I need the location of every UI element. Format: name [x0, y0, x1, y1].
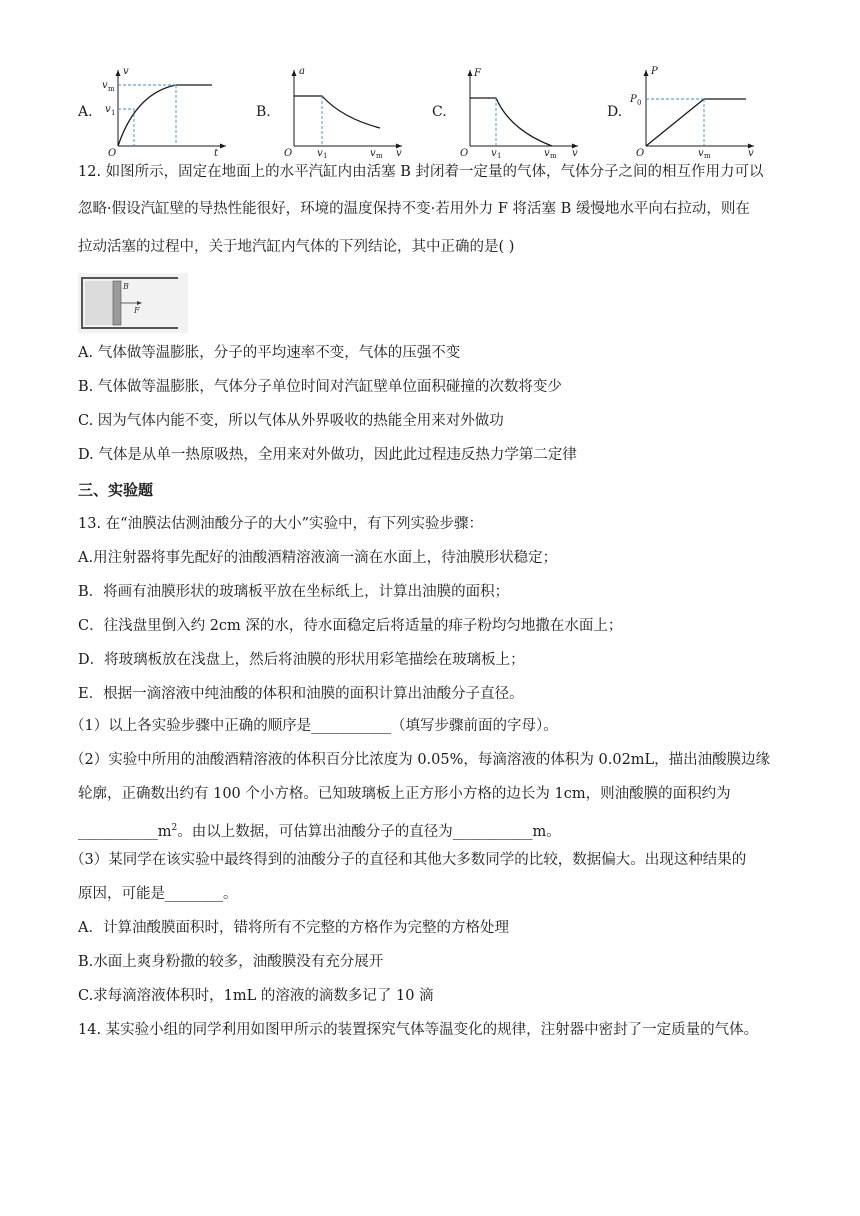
graph-d-vm-sub: m [704, 152, 711, 160]
q13-step-c: C．往浅盘里倒入约 2cm 深的水，待水面稳定后将适量的痱子粉均匀地撒在水面上； [78, 618, 623, 634]
graph-a-v1-sub: 1 [111, 109, 116, 117]
q13-sub3-line2: 原因，可能是________。 [78, 886, 238, 902]
q12-option-d: D. 气体是从单一热原吸热，全用来对外做功，因此此过程违反热力学第二定律 [78, 447, 577, 463]
graph-c-v1-label: v [491, 148, 497, 159]
q13-step-b: B．将画有油膜形状的玻璃板平放在坐标纸上，计算出油膜的面积； [78, 584, 510, 600]
cylinder-figure [78, 273, 188, 333]
graph-c-xlabel: v [572, 148, 578, 159]
q13-blank-area: ___________m [78, 823, 172, 840]
q14-stem: 14. 某实验小组的同学利用如图甲所示的装置探究气体等温变化的规律，注射器中密封了一定质量的气体。 [78, 1022, 759, 1038]
section-title: 三、实验题 [78, 481, 154, 499]
graph-a-xlabel: t [214, 148, 219, 159]
graph-b-v1-label: v [317, 148, 323, 159]
q13-blank-diameter: 。由以上数据，可估算出油酸分子的直径为___________m。 [177, 823, 561, 840]
graph-c-vm-sub: m [550, 152, 557, 160]
option-c-label: C. [432, 104, 447, 120]
q13-sub3-option-a: A．计算油酸膜面积时，错将所有不完整的方格作为完整的方格处理 [78, 920, 509, 936]
graph-d-vm-label: v [698, 148, 704, 159]
piston-b-label: B [123, 282, 129, 291]
q13-sub2-line1: （2）实验中所用的油酸酒精溶液的体积百分比浓度为 0.05%，每滴溶液的体积为 0.02mL，描出油酸膜边缘 [70, 752, 771, 768]
q12-option-b: B. 气体做等温膨胀，气体分子单位时间对汽缸壁单位面积碰撞的次数将变少 [78, 379, 562, 395]
q13-step-d: D．将玻璃板放在浅盘上，然后将油膜的形状用彩笔描绘在玻璃板上； [78, 652, 525, 668]
q13-sub2-line2: 轮廓，正确数出约有 100 个小方格。已知玻璃板上正方形小方格的边长为 1cm，则油酸膜的面积约为 [78, 786, 731, 802]
graph-d-xlabel: v [748, 148, 754, 159]
q12-option-c: C. 因为气体内能不变，所以气体从外界吸收的热能全用来对外做功 [78, 413, 504, 429]
graph-c-ylabel: F [474, 68, 481, 79]
q12-option-a: A. 气体做等温膨胀，分子的平均速率不变，气体的压强不变 [78, 345, 461, 361]
graph-a-v1-label: v [105, 104, 111, 115]
graph-b-vm-label: v [370, 148, 376, 159]
q13-step-e: E．根据一滴溶液中纯油酸的体积和油膜的面积计算出油酸分子直径。 [78, 686, 524, 702]
graph-a-vm-label: v [102, 80, 108, 91]
option-b-label: B. [256, 104, 271, 120]
option-a-label: A. [78, 104, 93, 120]
graph-d [624, 58, 804, 158]
graph-b-origin: O [284, 148, 293, 159]
graph-a [96, 58, 276, 158]
graph-c [448, 58, 628, 158]
graph-b-v1-sub: 1 [323, 152, 328, 160]
graph-d-p0-label: P [630, 94, 637, 105]
force-f-label: F [134, 306, 140, 315]
q13-sub2-line3 [78, 818, 561, 842]
q13-step-a: A.用注射器将事先配好的油酸酒精溶液滴一滴在水面上，待油膜形状稳定； [78, 550, 558, 566]
graph-d-p0-sub: 0 [637, 99, 642, 107]
graph-a-vm-sub: m [108, 85, 115, 93]
q13-sub3-option-c: C.求每滴溶液体积时，1mL 的溶液的滴数多记了 10 滴 [78, 988, 434, 1004]
q13-area-exponent: 2 [171, 823, 178, 833]
graph-b-vm-sub: m [376, 152, 383, 160]
q12-stem-line3: 拉动活塞的过程中，关于地汽缸内气体的下列结论，其中正确的是( ) [78, 239, 515, 255]
q13-stem: 13. 在“油膜法估测油酸分子的大小”实验中，有下列实验步骤： [78, 516, 483, 532]
q13-sub3-line1: （3）某同学在该实验中最终得到的油酸分子的直径和其他大多数同学的比较，数据偏大。出现这种结果的 [70, 852, 747, 868]
option-d-label: D. [607, 104, 623, 120]
q12-stem-line2: 忽略·假设汽缸壁的导热性能很好，环境的温度保持不变·若用外力 F 将活塞 B 缓慢地水平向右拉动，则在 [78, 201, 750, 217]
graph-b-xlabel: v [396, 148, 402, 159]
q12-stem-line1: 12. 如图所示，固定在地面上的水平汽缸内由活塞 B 封闭着一定量的气体，气体分子之间的相互作用力可以 [78, 164, 764, 180]
graph-c-origin: O [460, 148, 469, 159]
graph-d-ylabel: P [651, 66, 658, 77]
graph-a-ylabel: v [123, 66, 129, 77]
graph-b-ylabel: a [299, 66, 305, 77]
q13-sub3-option-b: B.水面上爽身粉撒的较多，油酸膜没有充分展开 [78, 954, 384, 970]
graph-b [272, 58, 452, 158]
graph-d-origin: O [636, 148, 645, 159]
graph-c-vm-label: v [544, 148, 550, 159]
graph-c-v1-sub: 1 [497, 152, 502, 160]
graph-a-origin: O [108, 148, 117, 159]
q13-sub1: （1）以上各实验步骤中正确的顺序是___________（填写步骤前面的字母）。 [70, 718, 558, 734]
